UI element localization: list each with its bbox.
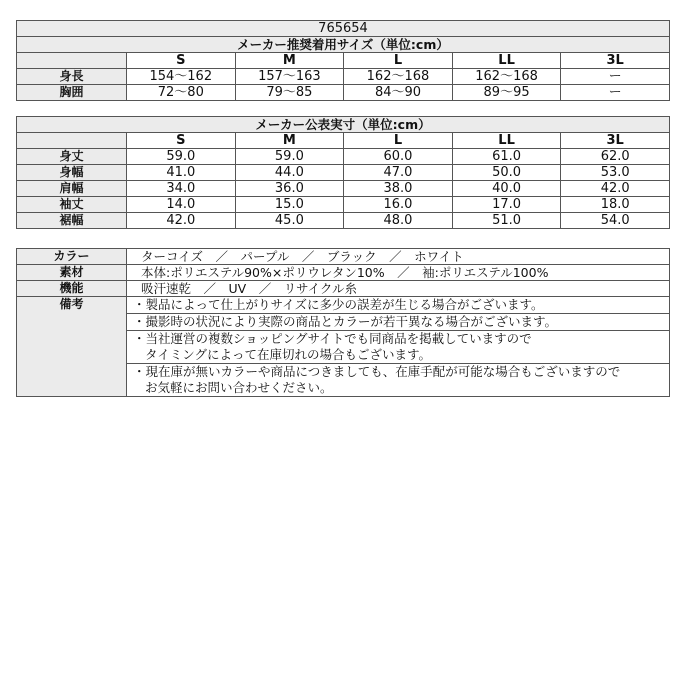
header-empty-cell <box>17 53 127 69</box>
actual-size-table <box>16 116 670 229</box>
table-row <box>17 297 670 314</box>
table-cell: 36.0 <box>235 181 344 197</box>
table-cell: 60.0 <box>344 149 453 165</box>
row-label-chest: 胸囲 <box>17 85 127 101</box>
size-header-l: L <box>344 53 453 69</box>
note-line: ・当社運営の複数ショッピングサイトでも同商品を掲載していますので <box>133 331 532 346</box>
product-code: 765654 <box>17 21 670 37</box>
table-cell: 54.0 <box>561 213 670 229</box>
table-row <box>17 149 670 165</box>
table-cell: 14.0 <box>127 197 236 213</box>
table-row <box>17 181 670 197</box>
note-item <box>127 331 670 364</box>
table-cell: 50.0 <box>452 165 561 181</box>
size-header-s: S <box>127 133 236 149</box>
note-item <box>127 297 670 314</box>
table-row <box>17 265 670 281</box>
table-cell: 18.0 <box>561 197 670 213</box>
size-header-m: M <box>235 53 344 69</box>
table-cell: 62.0 <box>561 149 670 165</box>
table-cell: 53.0 <box>561 165 670 181</box>
table-row <box>17 213 670 229</box>
row-label-height: 身長 <box>17 69 127 85</box>
table-row <box>17 249 670 265</box>
recommended-size-title: メーカー推奨着用サイズ（単位:cm） <box>17 37 670 53</box>
table-cell: 42.0 <box>127 213 236 229</box>
table-cell: 47.0 <box>344 165 453 181</box>
note-line: ・現在庫が無いカラーや商品につきましても、在庫手配が可能な場合もございますので <box>133 364 621 379</box>
table-cell: 59.0 <box>127 149 236 165</box>
table-cell: 59.0 <box>235 149 344 165</box>
table-cell: 48.0 <box>344 213 453 229</box>
table-row <box>17 85 670 101</box>
table-cell: 34.0 <box>127 181 236 197</box>
table-cell: 72〜80 <box>127 85 236 101</box>
size-header-3l: 3L <box>561 133 670 149</box>
material-label: 素材 <box>17 265 127 281</box>
table-cell: 45.0 <box>235 213 344 229</box>
color-value: ターコイズ ／ パープル ／ ブラック ／ ホワイト <box>127 249 670 265</box>
size-header-s: S <box>127 53 236 69</box>
table-row <box>17 165 670 181</box>
table-cell: 84〜90 <box>344 85 453 101</box>
row-label-body-length: 身丈 <box>17 149 127 165</box>
size-header-m: M <box>235 133 344 149</box>
size-header-ll: LL <box>452 133 561 149</box>
table-cell: ー <box>561 69 670 85</box>
note-line-continued: タイミングによって在庫切れの場合もございます。 <box>145 347 432 362</box>
table-row <box>17 197 670 213</box>
note-line: ・製品によって仕上がりサイズに多少の誤差が生じる場合がございます。 <box>133 297 544 312</box>
table-row <box>17 281 670 297</box>
table-row <box>17 69 670 85</box>
note-line: ・撮影時の状況により実際の商品とカラーが若干異なる場合がございます。 <box>133 314 558 329</box>
note-item <box>127 364 670 397</box>
table-cell: 154〜162 <box>127 69 236 85</box>
size-header-l: L <box>344 133 453 149</box>
table-cell: 157〜163 <box>235 69 344 85</box>
table-cell: 89〜95 <box>452 85 561 101</box>
table-cell: 16.0 <box>344 197 453 213</box>
table-cell: 162〜168 <box>344 69 453 85</box>
table-cell: 61.0 <box>452 149 561 165</box>
table-cell: 51.0 <box>452 213 561 229</box>
row-label-body-width: 身幅 <box>17 165 127 181</box>
table-cell: ー <box>561 85 670 101</box>
size-header-3l: 3L <box>561 53 670 69</box>
table-cell: 162〜168 <box>452 69 561 85</box>
table-cell: 41.0 <box>127 165 236 181</box>
actual-size-title: メーカー公表実寸（単位:cm） <box>17 117 670 133</box>
product-details-table <box>16 248 670 397</box>
note-item <box>127 314 670 331</box>
table-cell: 42.0 <box>561 181 670 197</box>
recommended-size-table <box>16 20 670 101</box>
table-cell: 17.0 <box>452 197 561 213</box>
row-label-sleeve-length: 袖丈 <box>17 197 127 213</box>
table-cell: 40.0 <box>452 181 561 197</box>
row-label-shoulder-width: 肩幅 <box>17 181 127 197</box>
header-empty-cell <box>17 133 127 149</box>
size-header-ll: LL <box>452 53 561 69</box>
table-cell: 79〜85 <box>235 85 344 101</box>
row-label-hem-width: 裾幅 <box>17 213 127 229</box>
table-cell: 15.0 <box>235 197 344 213</box>
color-label: カラー <box>17 249 127 265</box>
table-cell: 38.0 <box>344 181 453 197</box>
function-value: 吸汗速乾 ／ UV ／ リサイクル糸 <box>127 281 670 297</box>
note-line-continued: お気軽にお問い合わせください。 <box>145 380 333 395</box>
material-value: 本体:ポリエステル90%×ポリウレタン10% ／ 袖:ポリエステル100% <box>127 265 670 281</box>
function-label: 機能 <box>17 281 127 297</box>
notes-label: 備考 <box>17 297 127 397</box>
table-cell: 44.0 <box>235 165 344 181</box>
